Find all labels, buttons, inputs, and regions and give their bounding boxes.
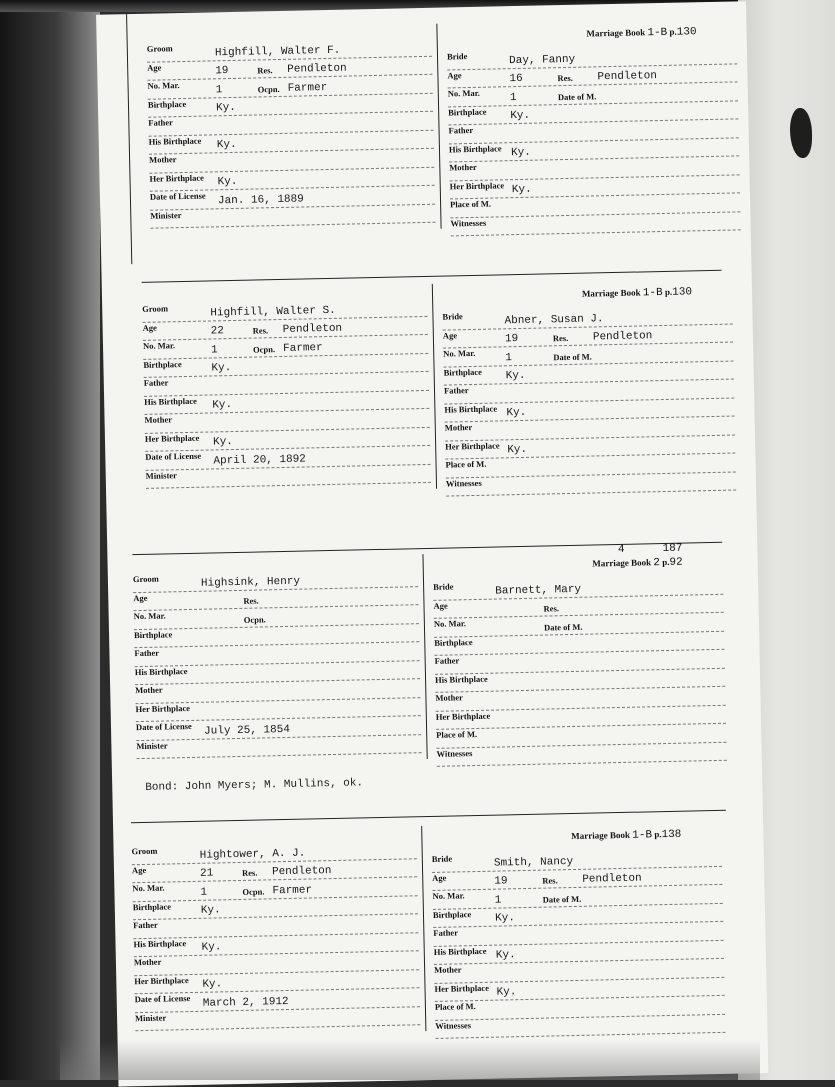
field-label: Birthplace bbox=[147, 98, 187, 110]
field-label: His Birthplace bbox=[134, 665, 188, 677]
marriage-book-extra bbox=[618, 543, 683, 556]
field-value: 22 bbox=[210, 325, 225, 338]
page-label: p. bbox=[662, 556, 670, 568]
field-value: Ky. bbox=[507, 443, 528, 457]
field-label: Her Birthplace bbox=[144, 432, 200, 444]
marriage-book-label: Marriage Book bbox=[586, 27, 646, 39]
marriage-book-value: 2 bbox=[653, 557, 661, 570]
field-label: No. Mar. bbox=[133, 610, 166, 622]
field-value: Abner, Susan J. bbox=[504, 312, 604, 327]
page-label: p. bbox=[669, 26, 677, 37]
field-label: Birthplace bbox=[133, 628, 173, 640]
marriage-book-value: 1-B bbox=[642, 287, 663, 300]
field-label: No. Mar. bbox=[142, 340, 176, 351]
groom-column bbox=[133, 568, 422, 759]
field-label: Father bbox=[443, 385, 469, 396]
field-label: Res. bbox=[243, 595, 259, 606]
field-label: Father bbox=[148, 117, 173, 128]
field-label: Witnesses bbox=[436, 747, 473, 759]
field-value: July 25, 1854 bbox=[203, 723, 291, 738]
field-label: Date of M. bbox=[557, 90, 597, 102]
field-label: Age bbox=[442, 329, 458, 341]
field-label: Mother bbox=[144, 414, 173, 425]
bride-column bbox=[431, 828, 725, 1039]
field-label: No. Mar. bbox=[443, 347, 476, 359]
bride-column bbox=[446, 25, 740, 236]
field-value: Pendleton bbox=[592, 330, 653, 344]
field-label: No. Mar. bbox=[447, 87, 480, 99]
field-label: Age bbox=[133, 592, 148, 603]
field-value: 1 bbox=[210, 343, 218, 356]
bond-note: Bond: John Myers; M. Mullins, ok. bbox=[145, 777, 364, 794]
record-separator bbox=[142, 270, 722, 283]
field-value: Barnett, Mary bbox=[495, 583, 582, 598]
page-value: 138 bbox=[661, 828, 682, 842]
field-value: Farmer bbox=[287, 81, 328, 95]
field-label: Mother bbox=[133, 956, 162, 968]
field-label: Date of M. bbox=[542, 893, 582, 905]
field-value: Highfill, Walter S. bbox=[210, 304, 336, 319]
field-value: Ky. bbox=[495, 949, 516, 962]
field-label: Mother bbox=[434, 964, 462, 975]
field-value: Ky. bbox=[201, 941, 222, 954]
field-value: 1 bbox=[200, 886, 208, 899]
bride-column bbox=[442, 286, 736, 497]
field-label: Birthplace bbox=[443, 366, 482, 378]
field-label: Father bbox=[434, 655, 460, 666]
field-value: Ky. bbox=[202, 978, 223, 991]
field-label: Her Birthplace bbox=[149, 172, 204, 184]
field-label: His Birthplace bbox=[144, 395, 197, 407]
field-label: Father bbox=[134, 647, 160, 659]
page-label: p. bbox=[654, 829, 662, 840]
field-value: Pendleton bbox=[287, 62, 347, 76]
ink-blot bbox=[790, 108, 812, 158]
field-label: Father bbox=[143, 377, 169, 388]
field-label: Groom bbox=[132, 573, 159, 585]
field-value: 1 bbox=[494, 894, 502, 907]
field-label: Her Birthplace bbox=[445, 439, 500, 452]
field-value: Ky. bbox=[510, 109, 531, 123]
field-label: His Birthplace bbox=[433, 945, 487, 957]
field-label: Bride bbox=[446, 51, 468, 62]
field-value: 21 bbox=[199, 867, 214, 880]
field-label: Witnesses bbox=[450, 217, 487, 228]
field-label: His Birthplace bbox=[448, 142, 502, 154]
field-label: Birthplace bbox=[143, 358, 182, 370]
field-label: Her Birthplace bbox=[135, 702, 191, 714]
field-label: Age bbox=[432, 872, 447, 883]
page-value: 130 bbox=[676, 26, 697, 39]
field-label: Date of M. bbox=[553, 351, 592, 362]
field-label: Her Birthplace bbox=[449, 179, 505, 191]
field-label: His Birthplace bbox=[444, 402, 498, 415]
field-value: Ky. bbox=[215, 101, 236, 115]
field-value: 19 bbox=[504, 333, 519, 346]
field-value: Pendleton bbox=[271, 865, 332, 879]
field-label: Birthplace bbox=[434, 636, 473, 648]
field-value: 1 bbox=[505, 351, 513, 364]
field-value: Ky. bbox=[217, 175, 238, 189]
field-value: Day, Fanny bbox=[508, 53, 576, 67]
field-value: 19 bbox=[215, 65, 229, 78]
field-label: No. Mar. bbox=[433, 618, 467, 629]
field-label: Place of M. bbox=[450, 198, 492, 210]
field-label: Age bbox=[447, 69, 462, 80]
field-label: Place of M. bbox=[445, 458, 487, 470]
field-label: His Birthplace bbox=[434, 673, 488, 685]
field-value: Pendleton bbox=[582, 872, 642, 886]
field-label: Birthplace bbox=[448, 106, 487, 117]
field-label: Groom bbox=[146, 43, 173, 54]
field-label: No. Mar. bbox=[132, 882, 165, 894]
scan-bottom-shadow bbox=[60, 1040, 760, 1080]
field-value: 19 bbox=[494, 875, 508, 888]
marriage-record bbox=[132, 542, 737, 795]
field-label: Minister bbox=[134, 1012, 167, 1023]
field-label: Father bbox=[448, 124, 474, 136]
field-label: Her Birthplace bbox=[134, 974, 189, 986]
field-label: Place of M. bbox=[436, 728, 478, 740]
marriage-book-label: Marriage Book bbox=[571, 829, 631, 842]
field-label: Res. bbox=[543, 603, 560, 614]
marriage-book-value: 1-B bbox=[647, 26, 668, 40]
groom-column bbox=[131, 840, 420, 1031]
field-value: Ky. bbox=[200, 904, 221, 917]
field-label: Mother bbox=[449, 161, 477, 173]
page-label: p. bbox=[664, 286, 673, 297]
field-label: His Birthplace bbox=[148, 135, 202, 147]
field-label: Witnesses bbox=[445, 477, 482, 489]
field-value: Ky. bbox=[510, 146, 531, 160]
field-value: Ky. bbox=[511, 183, 532, 197]
field-label: Witnesses bbox=[435, 1019, 472, 1031]
field-label: Res. bbox=[252, 325, 269, 336]
field-value: Highsink, Henry bbox=[200, 575, 301, 590]
field-label: Minister bbox=[150, 209, 182, 221]
field-label: Ocpn. bbox=[253, 343, 276, 355]
field-value: 1 bbox=[509, 91, 517, 104]
field-label: Date of M. bbox=[543, 621, 583, 633]
field-label: Bride bbox=[433, 581, 454, 592]
field-value: Ky. bbox=[212, 436, 233, 449]
column-divider bbox=[422, 554, 427, 759]
field-label: Father bbox=[433, 927, 459, 938]
field-value: Ky. bbox=[211, 362, 232, 375]
field-label: Mother bbox=[149, 154, 177, 165]
field-label: Age bbox=[433, 600, 448, 611]
marriage-book-value: 1-B bbox=[632, 829, 653, 842]
field-value: Pendleton bbox=[597, 70, 658, 84]
field-value: Jan. 16, 1889 bbox=[217, 192, 304, 207]
field-label: Her Birthplace bbox=[435, 710, 491, 722]
field-label: Age bbox=[142, 322, 157, 333]
field-value: Smith, Nancy bbox=[493, 855, 574, 870]
field-value: Ky. bbox=[496, 986, 517, 999]
field-value: Ky. bbox=[212, 399, 233, 412]
record-card bbox=[96, 1, 768, 1086]
field-label: Res. bbox=[257, 65, 273, 76]
field-value: Ky. bbox=[506, 406, 527, 420]
field-label: Groom bbox=[131, 845, 158, 857]
field-label: Birthplace bbox=[432, 908, 472, 920]
field-label: Res. bbox=[552, 332, 569, 344]
field-value: Ky. bbox=[216, 138, 237, 152]
field-label: Date of License bbox=[134, 993, 191, 1005]
field-label: Ocpn. bbox=[243, 613, 266, 625]
field-label: Res. bbox=[542, 875, 558, 886]
marriage-record bbox=[146, 26, 751, 264]
field-label: No. Mar. bbox=[147, 80, 180, 91]
column-divider bbox=[432, 284, 437, 489]
field-label: Her Birthplace bbox=[434, 982, 490, 994]
groom-column bbox=[147, 38, 436, 229]
marriage-book-label: Marriage Book bbox=[581, 287, 641, 299]
field-label: Mother bbox=[135, 684, 163, 696]
field-value: 1 bbox=[215, 83, 223, 96]
record-separator bbox=[131, 810, 726, 823]
field-label: Date of License bbox=[145, 450, 202, 462]
field-label: Ocpn. bbox=[242, 885, 265, 897]
field-value: Hightower, A. J. bbox=[199, 847, 306, 862]
field-label: Bride bbox=[442, 311, 463, 322]
field-label: No. Mar. bbox=[432, 890, 465, 901]
marriage-record bbox=[142, 286, 746, 524]
scan-left-edge bbox=[0, 0, 100, 1080]
card-left-rule bbox=[126, 14, 132, 264]
field-label: Birthplace bbox=[132, 900, 172, 912]
field-label: His Birthplace bbox=[133, 937, 187, 949]
field-label: Bride bbox=[431, 853, 453, 864]
field-label: Res. bbox=[241, 867, 258, 878]
field-value: Pendleton bbox=[282, 322, 343, 336]
field-value: March 2, 1912 bbox=[202, 995, 289, 1010]
field-label: Minister bbox=[136, 739, 168, 751]
field-value: April 20, 1892 bbox=[213, 453, 306, 467]
field-label: Father bbox=[133, 919, 158, 931]
field-label: Place of M. bbox=[434, 1001, 476, 1012]
field-label: Mother bbox=[435, 692, 463, 703]
field-label: Age bbox=[131, 864, 147, 875]
field-label: Mother bbox=[444, 422, 473, 433]
marriage-book-label: Marriage Book bbox=[592, 557, 652, 569]
page-value: 92 bbox=[669, 556, 683, 569]
page-value: 130 bbox=[672, 286, 693, 299]
field-label: Res. bbox=[557, 72, 573, 84]
field-value: 16 bbox=[509, 72, 523, 86]
field-value: Highfill, Walter F. bbox=[214, 44, 341, 59]
column-divider bbox=[421, 826, 426, 1031]
field-label: Minister bbox=[145, 469, 177, 481]
field-label: Ocpn. bbox=[257, 83, 280, 94]
field-label: Age bbox=[147, 61, 162, 73]
marriage-record bbox=[131, 828, 735, 1067]
column-divider bbox=[436, 24, 441, 229]
book-extra-value: 4 bbox=[617, 543, 625, 556]
field-label: Groom bbox=[142, 303, 169, 314]
field-label: Date of License bbox=[135, 720, 192, 733]
bride-column bbox=[433, 542, 727, 767]
field-value: Ky. bbox=[494, 912, 516, 925]
groom-column bbox=[142, 298, 431, 489]
field-value: Ky. bbox=[505, 369, 526, 383]
page-extra-value: 187 bbox=[662, 542, 683, 556]
field-value: Farmer bbox=[272, 883, 313, 897]
field-label: Date of License bbox=[149, 190, 206, 202]
field-value: Farmer bbox=[282, 341, 323, 355]
